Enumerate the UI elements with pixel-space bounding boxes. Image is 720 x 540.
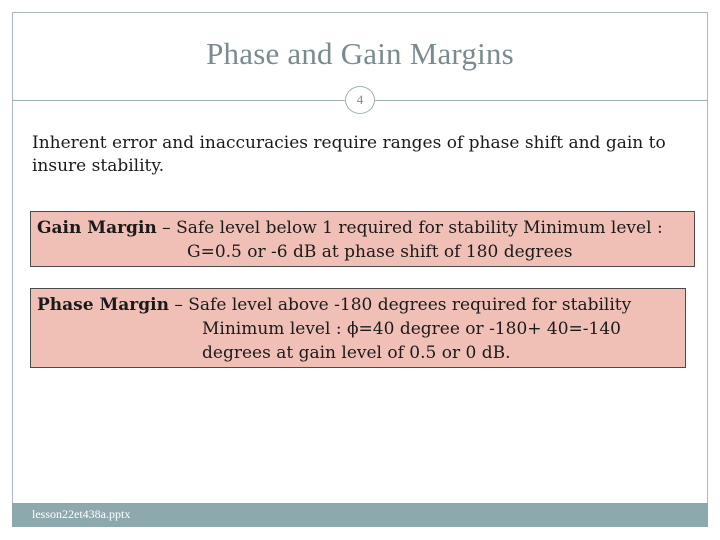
footer-bar	[12, 503, 708, 527]
intro-paragraph: Inherent error and inaccuracies require ranges of phase shift and gain to insure stability.	[32, 133, 666, 176]
gain-margin-term: Gain Margin	[37, 218, 157, 238]
page-number-badge: 4	[345, 86, 375, 114]
gain-margin-line-2: G=0.5 or -6 dB at phase shift of 180 degrees	[187, 242, 573, 262]
title-divider-left	[12, 100, 345, 101]
phase-margin-line-3: degrees at gain level of 0.5 or 0 dB.	[202, 343, 511, 363]
phase-margin-term: Phase Margin	[37, 295, 169, 315]
phase-margin-box	[30, 288, 686, 368]
phase-margin-line-2: Minimum level : ϕ=40 degree or -180+ 40=-140	[202, 319, 621, 339]
title-divider-right	[375, 100, 708, 101]
slide-title: Phase and Gain Margins	[206, 36, 514, 71]
gain-margin-line-1: – Safe level below 1 required for stability Minimum level :	[156, 218, 663, 238]
footer-filename: lesson22et438a.pptx	[32, 507, 131, 521]
gain-margin-box	[30, 211, 695, 267]
phase-margin-line-1: – Safe level above -180 degrees required for stability	[168, 295, 632, 315]
